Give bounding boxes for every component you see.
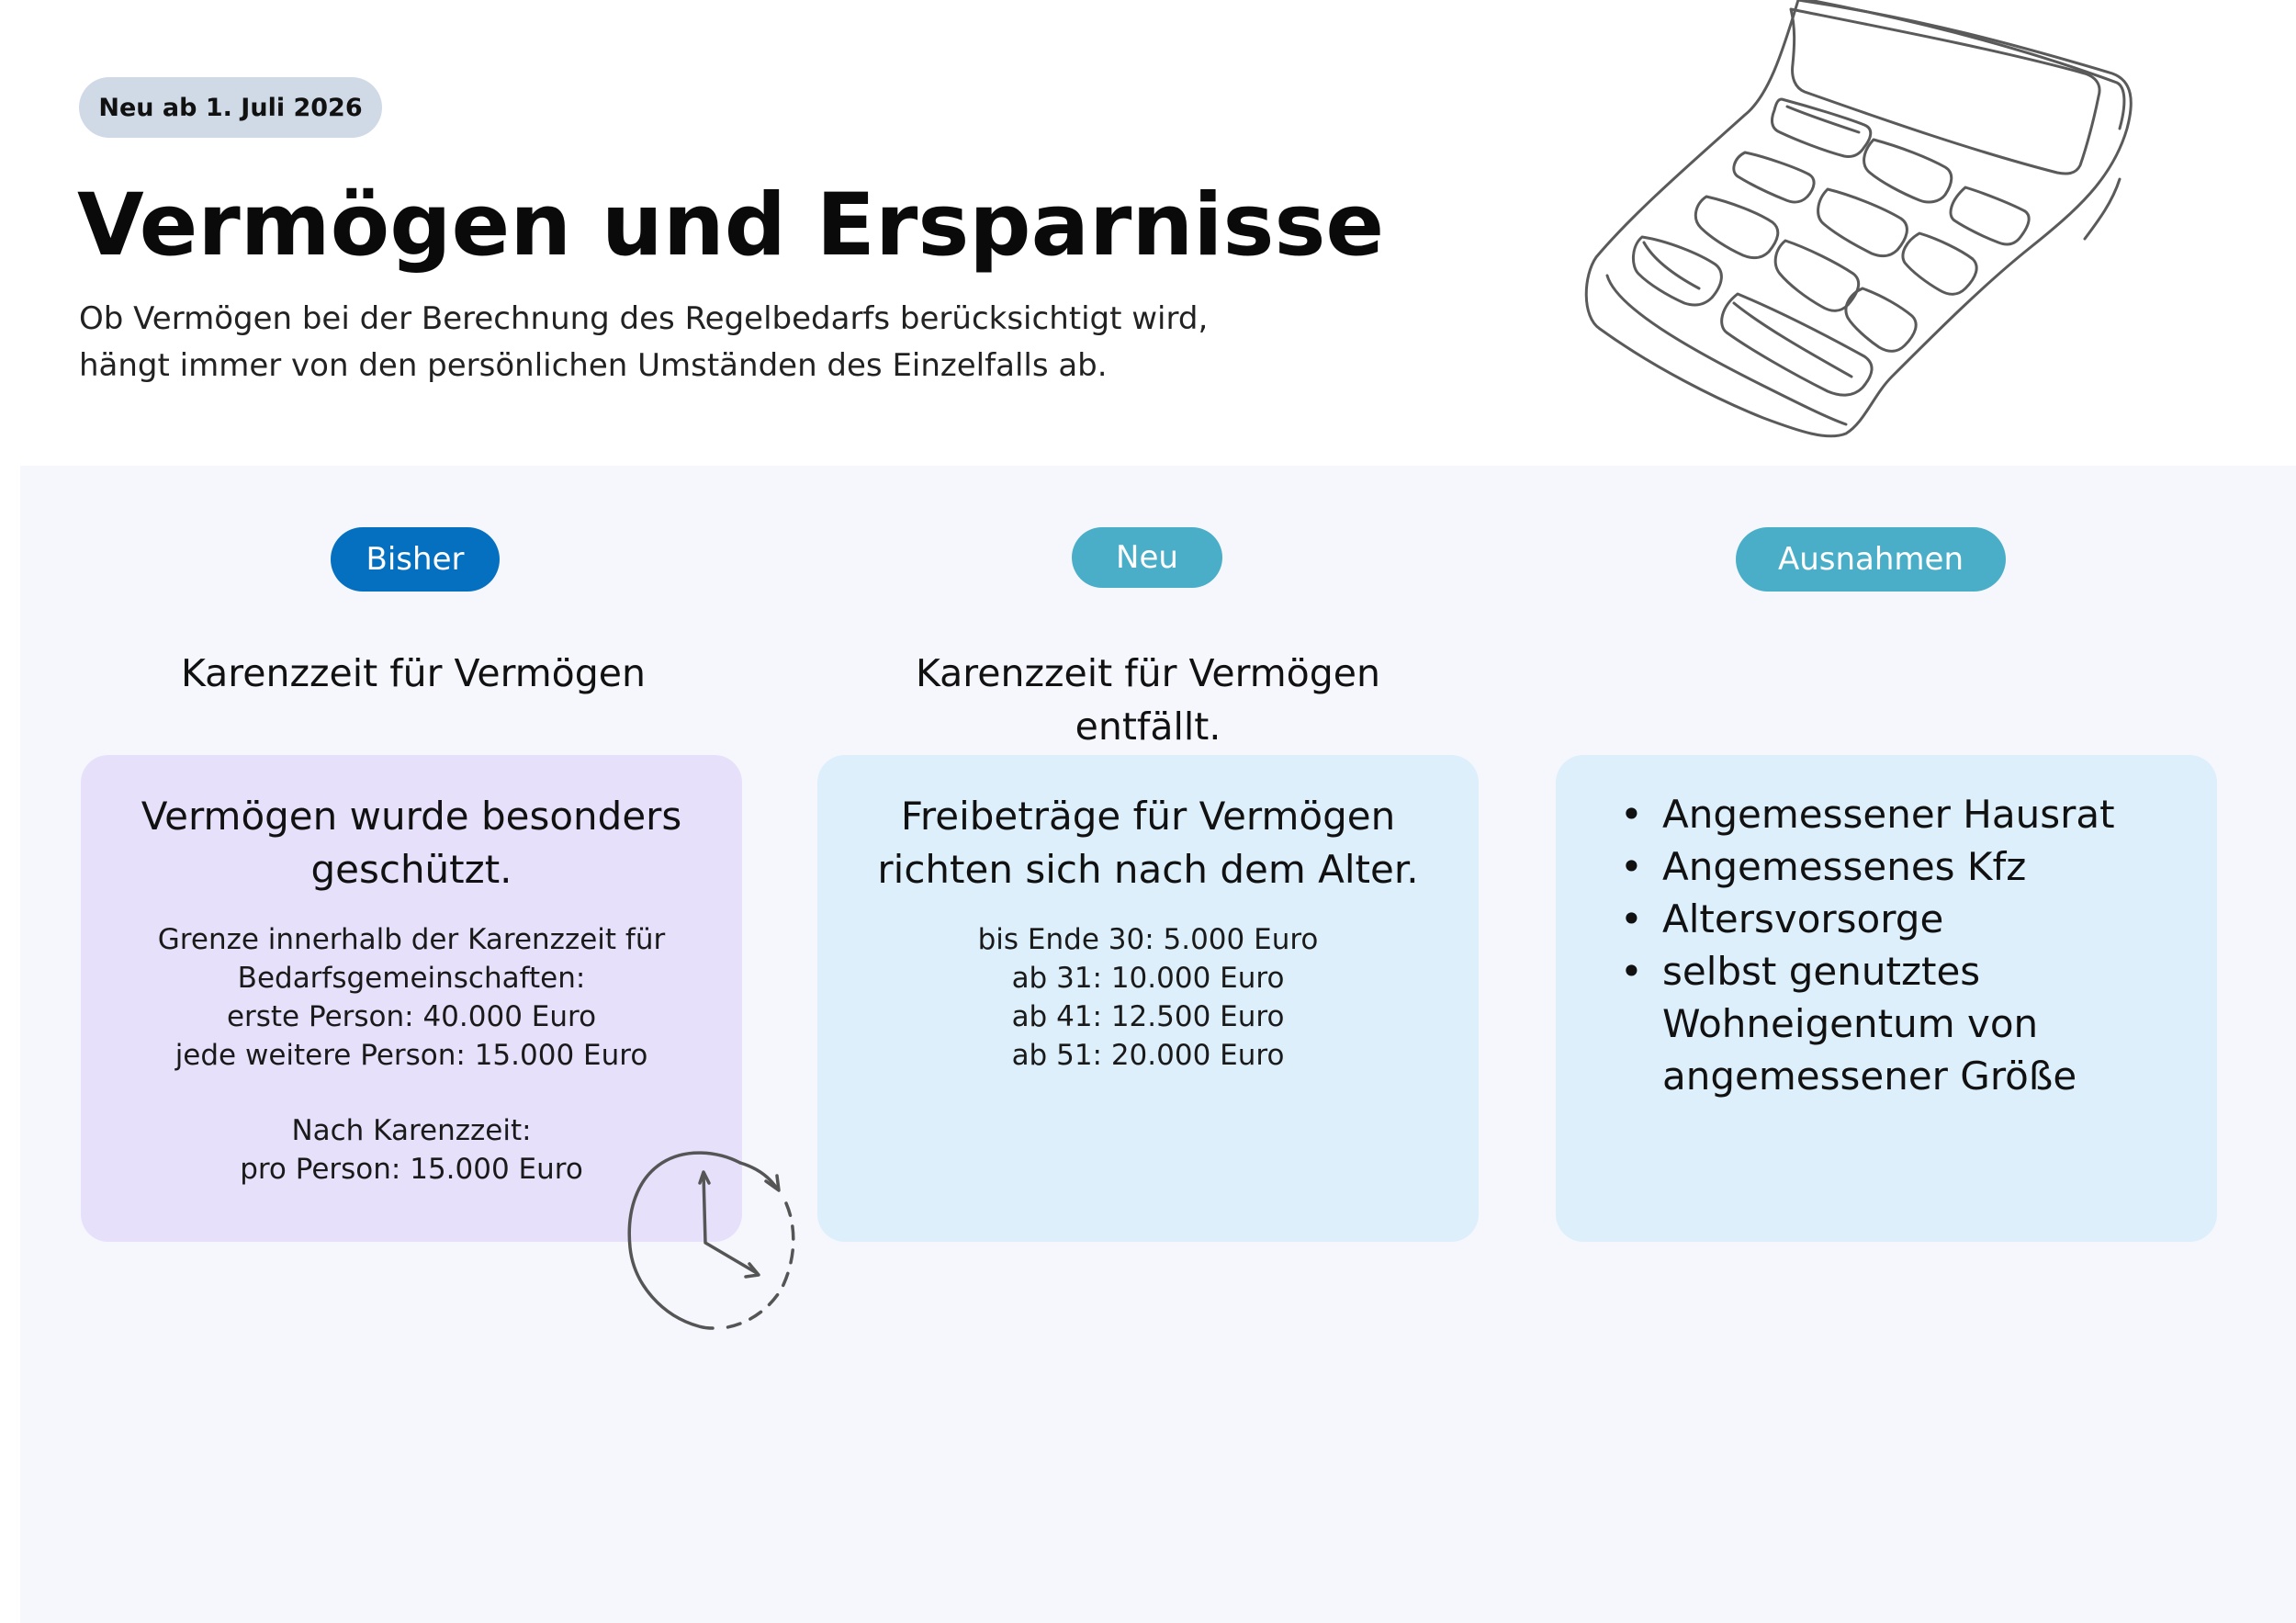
clock-icon bbox=[621, 1146, 814, 1332]
exception-item: • Altersvorsorge bbox=[1620, 893, 2199, 945]
card-neu-line: ab 31: 10.000 Euro bbox=[1011, 962, 1285, 995]
card-bisher-spacer bbox=[118, 1075, 705, 1111]
page-title: Vermögen und Ersparnisse bbox=[77, 175, 1385, 276]
date-badge-label: Neu ab 1. Juli 2026 bbox=[98, 93, 363, 122]
card-neu-body bbox=[817, 920, 1479, 1075]
pill-bisher bbox=[331, 527, 500, 592]
card-neu-line: ab 51: 20.000 Euro bbox=[1011, 1039, 1285, 1072]
subtitle-line: hängt immer von den persönlichen Umständen des Einzelfalls ab. bbox=[79, 347, 1108, 384]
exception-item: • selbst genutztes Wohneigentum von angemessener Größe bbox=[1620, 945, 2199, 1102]
pill-ausnahmen bbox=[1736, 527, 2006, 592]
pill-bisher-label: Bisher bbox=[366, 541, 465, 578]
card-bisher-title: Vermögen wurde besonders geschützt. bbox=[141, 794, 682, 892]
exception-item: • Angemessener Hausrat bbox=[1620, 788, 2199, 840]
page-subtitle bbox=[79, 296, 1457, 389]
pill-neu-label: Neu bbox=[1116, 539, 1178, 576]
card-neu bbox=[817, 755, 1479, 1242]
card-bisher-line: Nach Karenzzeit: bbox=[291, 1114, 532, 1147]
card-neu-title: Freibeträge für Vermögen richten sich nach dem Alter. bbox=[877, 794, 1419, 892]
pill-neu bbox=[1072, 527, 1222, 588]
pill-ausnahmen-label: Ausnahmen bbox=[1777, 541, 1964, 578]
card-neu-line: ab 41: 12.500 Euro bbox=[1011, 1000, 1285, 1033]
card-bisher-line: Grenze innerhalb der Karenzzeit für bbox=[157, 923, 666, 956]
card-bisher-line: pro Person: 15.000 Euro bbox=[240, 1153, 583, 1186]
date-badge bbox=[79, 77, 382, 138]
card-bisher-line: erste Person: 40.000 Euro bbox=[226, 1000, 597, 1033]
heading-bisher: Karenzzeit für Vermögen bbox=[180, 651, 646, 695]
card-bisher-line: Bedarfsgemeinschaften: bbox=[237, 962, 586, 995]
heading-neu: Karenzzeit für Vermögen entfällt. bbox=[915, 651, 1380, 749]
card-ausnahmen bbox=[1556, 755, 2217, 1242]
exceptions-list bbox=[1620, 788, 2199, 1102]
subtitle-line: Ob Vermögen bei der Berechnung des Regelbedarfs berücksichtigt wird, bbox=[79, 300, 1209, 337]
card-bisher-line: jede weitere Person: 15.000 Euro bbox=[174, 1039, 648, 1072]
card-neu-line: bis Ende 30: 5.000 Euro bbox=[977, 923, 1319, 956]
calculator-icon bbox=[1576, 0, 2142, 443]
exception-item: • Angemessenes Kfz bbox=[1620, 840, 2199, 893]
